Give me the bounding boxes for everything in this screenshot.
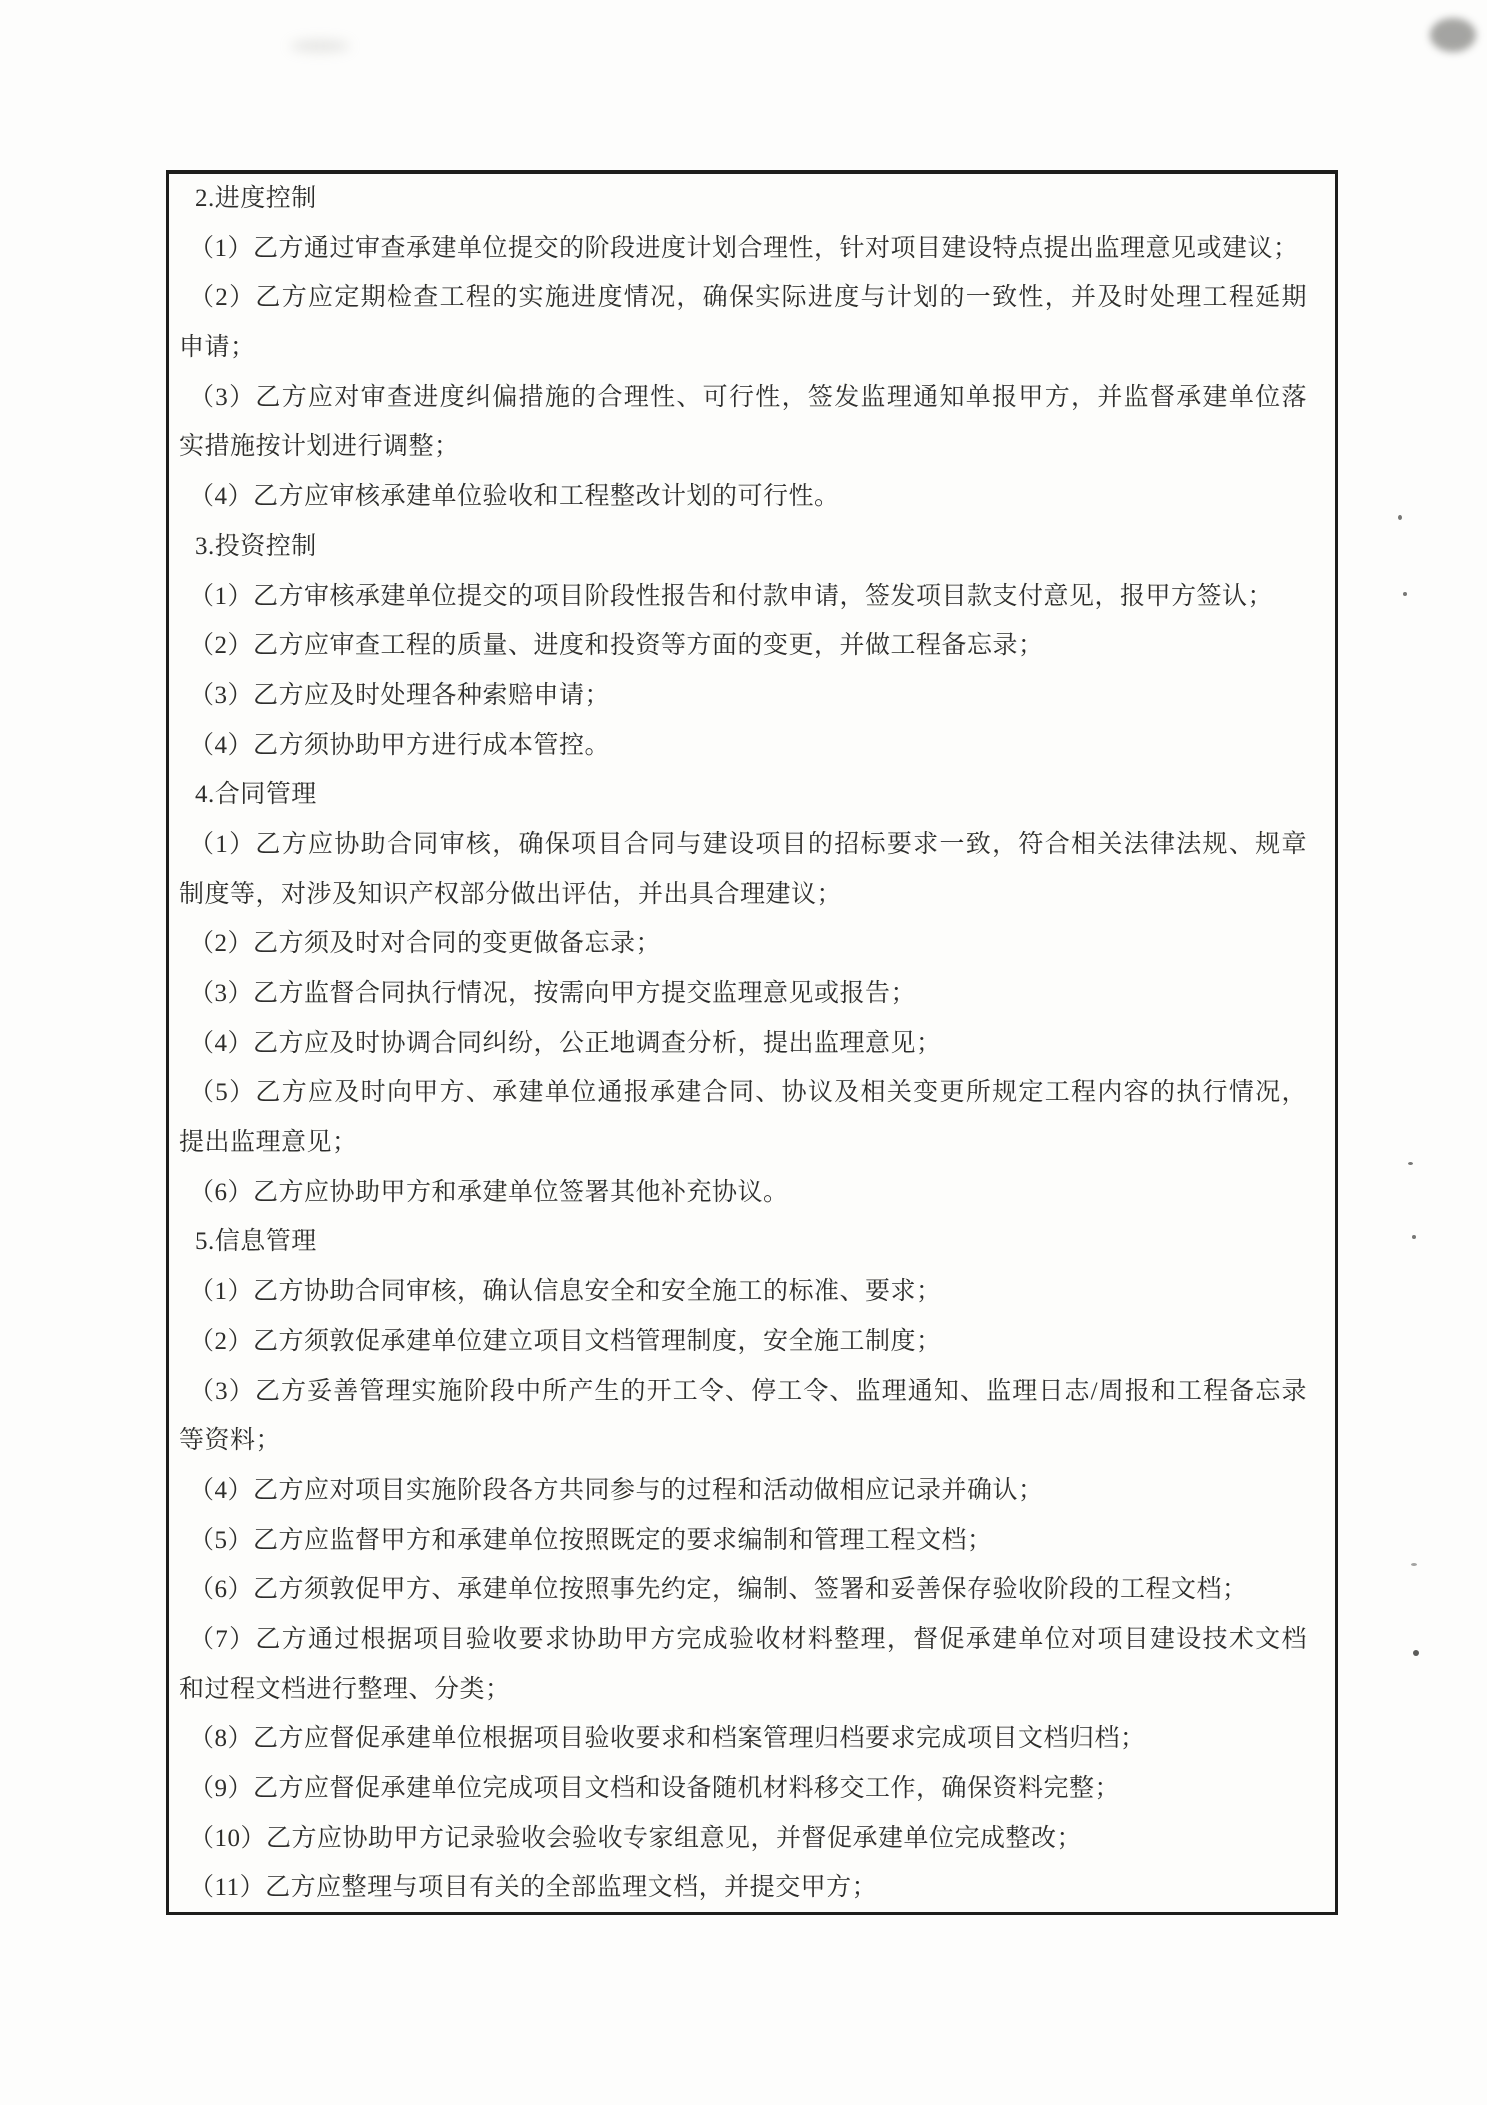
text-line: （4）乙方须协助甲方进行成本管控。 <box>189 731 611 759</box>
scan-speck <box>1412 1235 1416 1239</box>
text-line: （6）乙方须敦促甲方、承建单位按照事先约定，编制、签署和妥善保存验收阶段的工程文档； <box>189 1576 1248 1604</box>
text-line: （11）乙方应整理与项目有关的全部监理文档，并提交甲方； <box>189 1874 878 1902</box>
text-line: （8）乙方应督促承建单位根据项目验收要求和档案管理归档要求完成项目文档归档； <box>189 1725 1146 1753</box>
scan-speck <box>1408 1162 1413 1165</box>
text-line: 等资料； <box>179 1427 282 1455</box>
text-line: 制度等，对涉及知识产权部分做出评估，并出具合理建议； <box>179 880 843 908</box>
text-line: 3.投资控制 <box>195 532 317 560</box>
text-line: （9）乙方应督促承建单位完成项目文档和设备随机材料移交工作，确保资料完整； <box>189 1775 1121 1802</box>
text-line: （3）乙方应对审查进度纠偏措施的合理性、可行性，签发监理通知单报甲方，并监督承建单位落 <box>189 383 1307 411</box>
scan-speck <box>1413 1650 1419 1656</box>
text-line: （2）乙方应定期检查工程的实施进度情况，确保实际进度与计划的一致性，并及时处理工程延期 <box>189 284 1307 312</box>
text-line: 实措施按计划进行调整； <box>179 433 460 461</box>
text-line: （1）乙方应协助合同审核，确保项目合同与建设项目的招标要求一致，符合相关法律法规、规章 <box>189 830 1307 858</box>
scan-smudge <box>1430 18 1476 52</box>
text-line: 提出监理意见； <box>179 1129 358 1157</box>
text-line: （1）乙方通过审查承建单位提交的阶段进度计划合理性，针对项目建设特点提出监理意见或建议； <box>189 234 1299 262</box>
text-line: （3）乙方妥善管理实施阶段中所产生的开工令、停工令、监理通知、监理日志/周报和工程备忘录 <box>189 1377 1307 1405</box>
text-line: （4）乙方应及时协调合同纠纷，公正地调查分析，提出监理意见； <box>189 1029 942 1057</box>
text-line: 和过程文档进行整理、分类； <box>179 1675 511 1703</box>
scan-speck <box>1398 515 1402 520</box>
scan-speck <box>1403 592 1407 596</box>
clause-text <box>179 174 1307 1913</box>
scan-smudge <box>290 40 350 52</box>
text-line: （4）乙方应对项目实施阶段各方共同参与的过程和活动做相应记录并确认； <box>189 1476 1044 1504</box>
text-line: （5）乙方应监督甲方和承建单位按照既定的要求编制和管理工程文档； <box>189 1526 993 1554</box>
text-line: （10）乙方应协助甲方记录验收会验收专家组意见，并督促承建单位完成整改； <box>189 1824 1083 1852</box>
text-line: （3）乙方应及时处理各种索赔申请； <box>189 681 611 709</box>
text-line: （1）乙方审核承建单位提交的项目阶段性报告和付款申请，签发项目款支付意见，报甲方签认； <box>189 582 1274 610</box>
text-line: （7）乙方通过根据项目验收要求协助甲方完成验收材料整理，督促承建单位对项目建设技术文档 <box>189 1625 1307 1653</box>
contract-clause-box <box>166 170 1338 1915</box>
text-line: （2）乙方须及时对合同的变更做备忘录； <box>189 930 662 958</box>
text-line: （2）乙方应审查工程的质量、进度和投资等方面的变更，并做工程备忘录； <box>189 632 1044 660</box>
text-line: （3）乙方监督合同执行情况，按需向甲方提交监理意见或报告； <box>189 980 917 1007</box>
text-line: （4）乙方应审核承建单位验收和工程整改计划的可行性。 <box>189 483 840 511</box>
scan-speck <box>1411 1563 1417 1566</box>
text-line: 4.合同管理 <box>195 781 317 809</box>
text-line: （2）乙方须敦促承建单位建立项目文档管理制度，安全施工制度； <box>189 1327 942 1355</box>
text-line: 5.信息管理 <box>195 1228 317 1256</box>
text-line: 2.进度控制 <box>195 185 317 212</box>
text-line: （6）乙方应协助甲方和承建单位签署其他补充协议。 <box>189 1178 789 1206</box>
text-line: （1）乙方协助合同审核，确认信息安全和安全施工的标准、要求； <box>189 1278 942 1306</box>
text-line: 申请； <box>179 334 256 362</box>
text-line: （5）乙方应及时向甲方、承建单位通报承建合同、协议及相关变更所规定工程内容的执行情况， <box>189 1079 1307 1107</box>
